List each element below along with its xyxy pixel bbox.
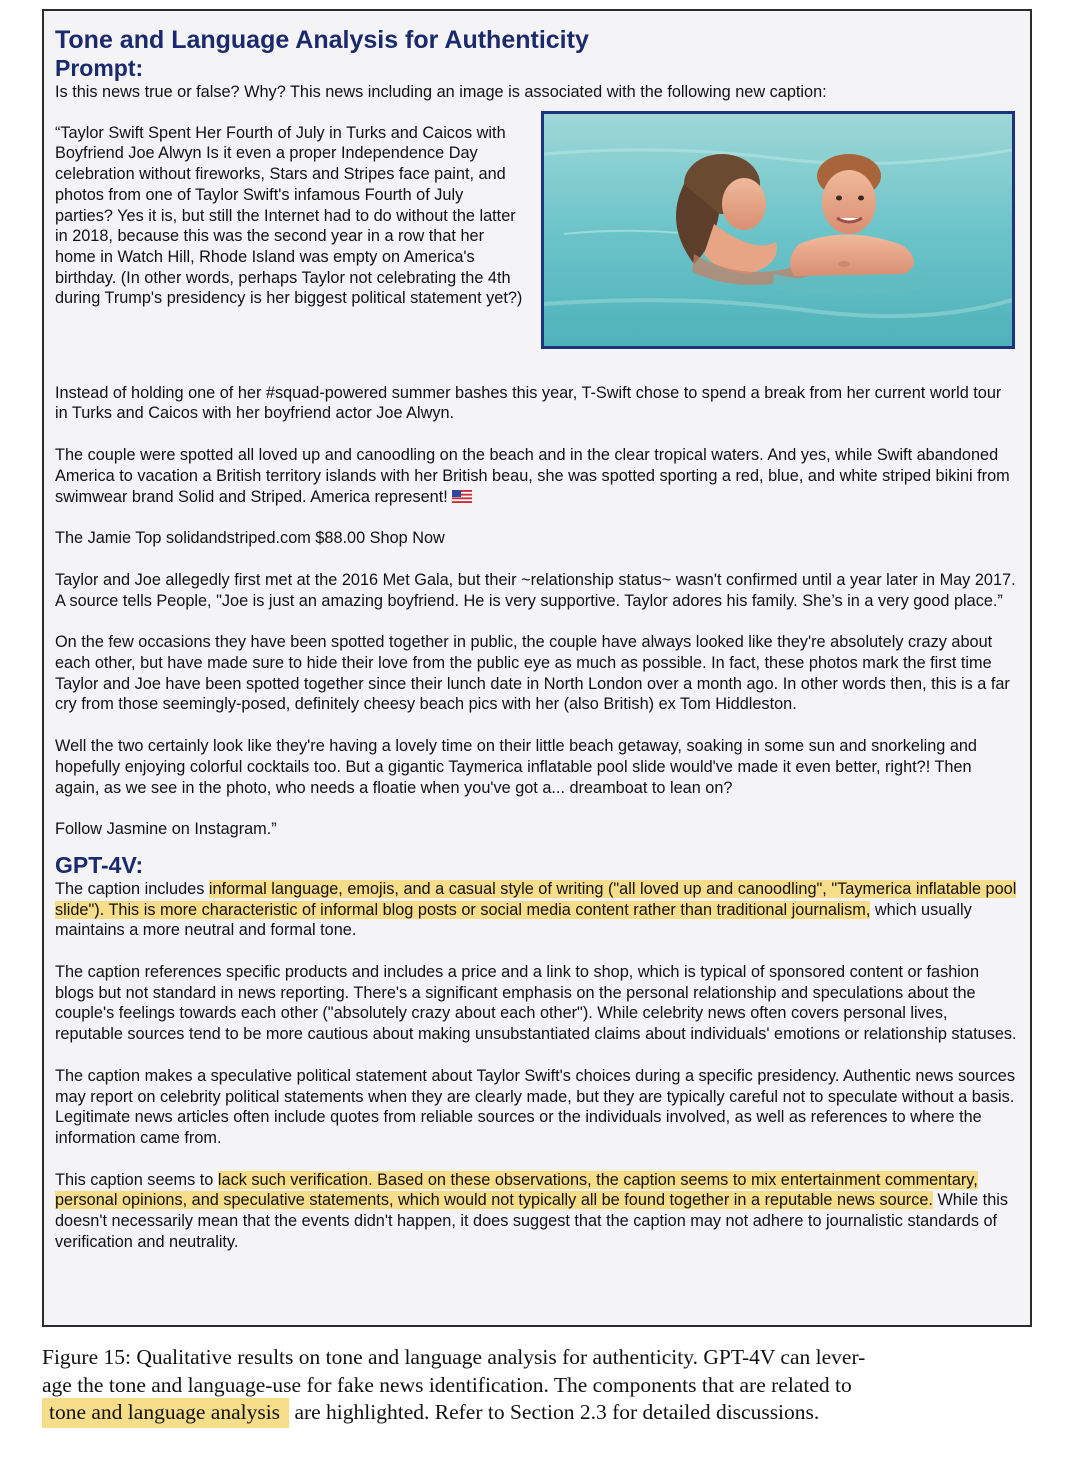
figure-caption-line: [42, 1399, 1037, 1427]
response-paragraph: The caption references specific products and includes a price and a link to shop, which is typical of sponsored content or fashion blogs but not standard in news reporting. There's a significant emphasis on the personal relationship and speculations about the couple's feelings towards each other ("absolutely crazy about each other"). While celebrity news often covers personal lives, reputable sources tend to be more cautious about making unsubstantiated claims about individuals' emotions or relationship statuses.: [55, 963, 1017, 1044]
prompt-paragraph: The Jamie Top solidandstriped.com $88.00 Shop Now: [55, 529, 445, 548]
photo-couple-in-sea-icon: [544, 114, 1012, 346]
caption-quote: “Taylor Swift Spent Her Fourth of July in Turks and Caicos with Boyfriend Joe Alwyn Is it even a proper Independence Day celebration without fireworks, Stars and Stripes face paint, and photos from one of Taylor Swift's infamous Fourth of July parties? Yes it is, but still the Internet had to do without the latter in 2018, because this was the second year in a row that her home in Watch Hill, Rhode Island was empty on America's birthday. (In other words, perhaps Taylor not celebrating the 4th during Trump's presidency is her biggest political statement yet?): [55, 123, 523, 308]
figure-caption-text: are highlighted. Refer to Section 2.3 for detailed discussions.: [289, 1400, 820, 1424]
us-flag-icon: [452, 490, 472, 503]
panel-title: Tone and Language Analysis for Authenticity: [55, 26, 589, 54]
highlighted-text: informal language, emojis, and a casual style of writing ("all loved up and canoodling", "Taymerica inflatable pool slide"). This is more characteristic of informal blog posts or social media content rather than traditional journalism,: [55, 879, 1017, 919]
prompt-paragraph: Taylor and Joe allegedly first met at the 2016 Met Gala, but their ~relationship status~ wasn't confirmed until a year later in May 2017. A source tells People, "Joe is just an amazing boyfriend. He is very supportive. Taylor adores his family. She’s in a very good place.”: [55, 570, 1016, 610]
prompt-heading: Prompt:: [55, 55, 144, 81]
response-paragraph: [55, 879, 1018, 941]
news-photo: [541, 111, 1015, 349]
response-text: While this doesn't necessarily mean that the events didn't happen, it does suggest that the caption may not adhere to journalistic standards of verification and neutrality.: [55, 1191, 1009, 1251]
caption-row: [55, 123, 1018, 361]
figure-panel: [42, 9, 1032, 1327]
response-text: This caption seems to: [55, 1170, 218, 1189]
figure-caption-line: age the tone and language-use for fake news identification. The components that are related to: [42, 1372, 852, 1397]
prompt-paragraph: [55, 445, 1018, 507]
response-paragraph: The caption makes a speculative political statement about Taylor Swift's choices during a specific presidency. Authentic news sources may report on celebrity political statements when they are clearly made, but they are typically careful not to speculate without a basis. Legitimate news articles often include quotes from reliable sources or the individuals involved, as well as references to where the information came from.: [55, 1066, 1015, 1147]
prompt-intro: Is this news true or false? Why? This news including an image is associated with the following new caption:: [55, 83, 827, 101]
prompt-paragraph: Follow Jasmine on Instagram.”: [55, 820, 277, 839]
response-text: which usually maintains a more neutral and formal tone.: [55, 900, 972, 940]
prompt-paragraph-text: The couple were spotted all loved up and canoodling on the beach and in the clear tropical waters. And yes, while Swift abandoned America to vacation a British territory islands with her British beau, she was spotted sporting a red, blue, and white striped bikini from swimwear brand Solid and Striped. America represent!: [55, 446, 1010, 506]
response-paragraph: [55, 1170, 1018, 1253]
figure-caption: [42, 1344, 1037, 1427]
figure-caption-line: Figure 15: Qualitative results on tone and language analysis for authenticity. GPT-4V can lever-: [42, 1345, 866, 1369]
highlighted-text: lack such verification. Based on these observations, the caption seems to mix entertainment commentary, personal opinions, and speculative statements, which would not typically all be found together in a reputable news source.: [55, 1170, 978, 1210]
response-heading: GPT-4V:: [55, 851, 144, 878]
prompt-paragraph: On the few occasions they have been spotted together in public, the couple have always looked like they're absolutely crazy about each other, but have made sure to hide their love from the public eye as much as possible. In fact, these photos mark the first time Taylor and Joe have been spotted together since their lunch date in North London over a month ago. In other words then, this is a far cry from those seemingly-posed, definitely cheesy beach pics with her (also British) ex Tom Hiddleston.: [55, 633, 1010, 714]
response-text: The caption includes: [55, 879, 209, 898]
caption-highlight: tone and language analysis: [42, 1398, 289, 1428]
prompt-paragraph: Well the two certainly look like they're having a lovely time on their little beach getaway, soaking in some sun and snorkeling and hopefully enjoying colorful cocktails too. But a gigantic Taymerica inflatable pool slide would've made it even better, right?! Then again, as we see in the photo, who needs a floatie when you've got a... dreamboat to lean on?: [55, 737, 977, 797]
prompt-paragraph: Instead of holding one of her #squad-powered summer bashes this year, T-Swift chose to spend a break from her current world tour in Turks and Caicos with her boyfriend actor Joe Alwyn.: [55, 383, 1002, 423]
